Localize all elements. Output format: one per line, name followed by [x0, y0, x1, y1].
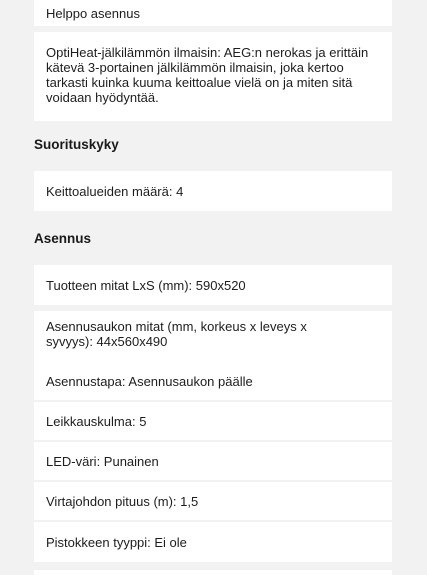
next-spec-item-edge — [34, 570, 392, 575]
spec-item-description: OptiHeat-jälkilämmön ilmaisin: AEG:n nerokas ja erittäin kätevä 3-portainen jälkilämmön ilmaisin, joka kertoo tarkasti kuinka kuuma keittoalue vielä on ja miten sitä voidaan hyödyntää. — [46, 45, 369, 105]
spec-item-label: Pistokkeen tyyppi: Ei ole — [46, 534, 187, 550]
spec-item-label: Asennustapa: Asennusaukon päälle — [46, 373, 253, 389]
spec-item-optiheat — [34, 32, 392, 121]
spec-item-cutout-dimensions — [34, 311, 392, 362]
spec-item-plug-type — [34, 522, 392, 562]
spec-item-cooking-zones — [34, 171, 392, 211]
spec-item-label: Asennusaukon mitat (mm, korkeus x leveys x syvyys): 44x560x490 — [46, 319, 307, 349]
spec-item-product-dimensions — [34, 265, 392, 305]
spec-item-label: Tuotteen mitat LxS (mm): 590x520 — [46, 277, 246, 293]
spec-item-easy-install — [34, 0, 392, 26]
spec-item-label: Leikkauskulma: 5 — [46, 413, 147, 429]
spec-item-label: Helppo asennus — [46, 6, 140, 21]
spec-item-label: Virtajohdon pituus (m): 1,5 — [46, 493, 199, 509]
spec-item-cord-length — [34, 482, 392, 520]
section-title-installation: Asennus — [34, 231, 92, 246]
spec-item-installation-type — [34, 362, 392, 400]
spec-item-led-color — [34, 442, 392, 480]
spec-item-cut-angle — [34, 402, 392, 440]
spec-item-label: LED-väri: Punainen — [46, 453, 159, 469]
spec-item-label: Keittoalueiden määrä: 4 — [46, 183, 184, 199]
section-title-performance: Suorituskyky — [34, 137, 119, 152]
